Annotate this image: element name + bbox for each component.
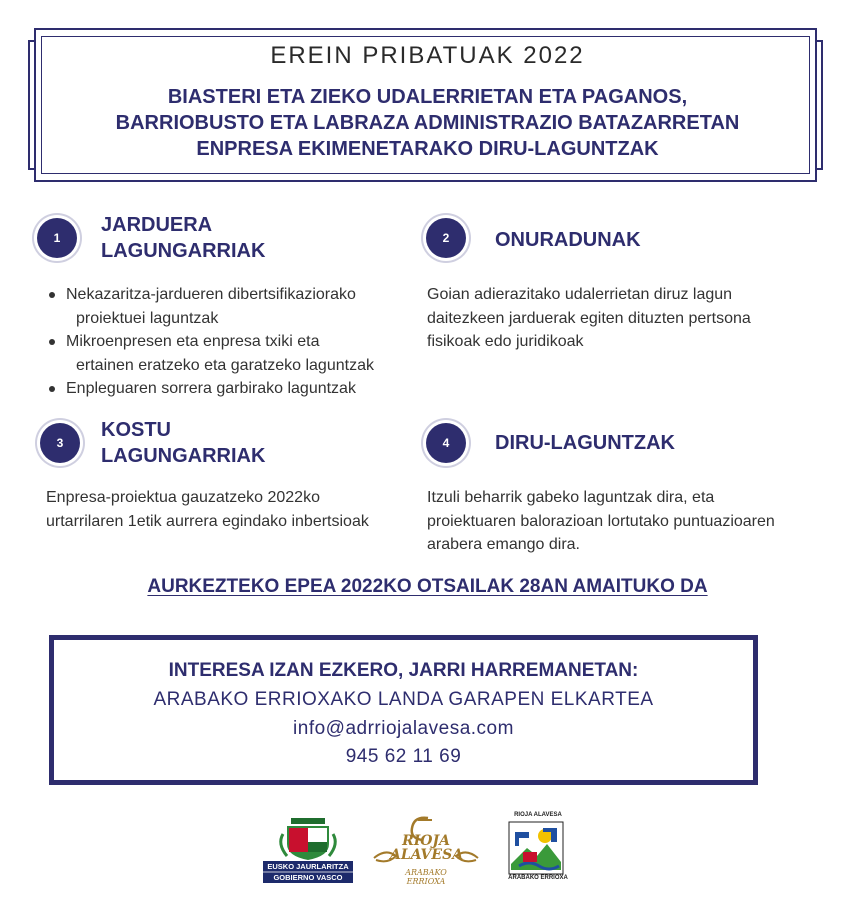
section-title-line: KOSTU: [101, 419, 171, 441]
text-line: Goian adierazitako udalerrietan diruz lagun: [427, 286, 733, 303]
adr-logo-top-text: RIOJA ALAVESA: [514, 812, 562, 818]
contact-organization: ARABAKO ERRIOXAKO LANDA GARAPEN ELKARTEA: [153, 689, 654, 710]
rioja-logo-line1: RIOJA: [402, 833, 450, 849]
section-2-text: [427, 283, 751, 354]
section-2-number: 2: [426, 218, 466, 258]
list-item-line: Enpleguaren sorrera garbirako laguntzak: [66, 380, 356, 397]
section-title-line: JARDUERA: [101, 214, 213, 236]
contact-box: [49, 635, 758, 785]
contact-email[interactable]: info@adrriojalavesa.com: [293, 718, 514, 739]
section-1-number: 1: [37, 218, 77, 258]
section-1-bullet-list: [46, 283, 406, 401]
section-title-line: LAGUNGARRIAK: [101, 240, 266, 262]
contact-phone[interactable]: 945 62 11 69: [345, 746, 462, 767]
list-item-line: Nekazaritza-jardueren dibertsifikaziorako: [66, 286, 356, 303]
list-item: [46, 330, 406, 377]
text-line: arabera emango dira.: [427, 536, 580, 553]
section-4-number: 4: [426, 423, 466, 463]
list-item-line: proiektuei laguntzak: [76, 309, 219, 327]
section-2-title: ONURADUNAK: [495, 229, 641, 251]
eusko-logo-line2: GOBIERNO VASCO: [273, 873, 343, 882]
section-title-line: LAGUNGARRIAK: [101, 445, 266, 467]
list-item: [46, 283, 406, 330]
eusko-logo-line1: EUSKO JAURLARITZA: [267, 862, 349, 871]
rioja-alavesa-logo: [366, 812, 486, 884]
contact-heading: INTERESA IZAN EZKERO, JARRI HARREMANETAN:: [168, 660, 639, 681]
rioja-logo-line2: ALAVESA: [390, 847, 464, 863]
section-3-text: [46, 486, 369, 533]
list-item-line: ertainen eratzeko eta garatzeko laguntzak: [76, 356, 374, 374]
text-line: Enpresa-proiektua gauzatzeko 2022ko: [46, 489, 320, 506]
section-4-title: DIRU-LAGUNTZAK: [495, 432, 675, 454]
text-line: proiektuaren balorazioan lortutako puntuazioaren: [427, 512, 775, 530]
page-subtitle: [40, 84, 815, 162]
adr-rioja-alavesa-logo: [505, 812, 571, 884]
section-3-number: 3: [40, 423, 80, 463]
subtitle-line: BARRIOBUSTO ETA LABRAZA ADMINISTRAZIO BATAZARRETAN: [115, 112, 740, 134]
eusko-jaurlaritza-logo: [263, 814, 353, 884]
page-title: EREIN PRIBATUAK 2022: [270, 42, 585, 69]
list-item: [46, 377, 406, 401]
section-3-title: [101, 417, 265, 469]
subtitle-line: BIASTERI ETA ZIEKO UDALERRIETAN ETA PAGANOS,: [167, 86, 688, 108]
subtitle-line: ENPRESA EKIMENETARAKO DIRU-LAGUNTZAK: [196, 138, 659, 160]
section-4-text: [427, 486, 775, 557]
adr-logo-bottom-text: ARABAKO ERRIOXA: [508, 875, 568, 881]
adr-landscape-icon: [505, 812, 571, 884]
rioja-logo-line3: ARABAKO ERRIOXA: [405, 868, 447, 886]
deadline-notice: AURKEZTEKO EPEA 2022KO OTSAILAK 28AN AMAITUKO DA: [147, 576, 708, 597]
text-line: daitezkeen jarduerak egiten dituzten pertsona: [427, 309, 751, 327]
text-line: urtarrilaren 1etik aurrera egindako inbertsioak: [46, 512, 369, 530]
list-item-line: Mikroenpresen eta enpresa txiki eta: [66, 333, 320, 350]
text-line: Itzuli beharrik gabeko laguntzak dira, eta: [427, 489, 715, 506]
text-line: fisikoak edo juridikoak: [427, 333, 584, 350]
section-1-title: [101, 212, 265, 264]
